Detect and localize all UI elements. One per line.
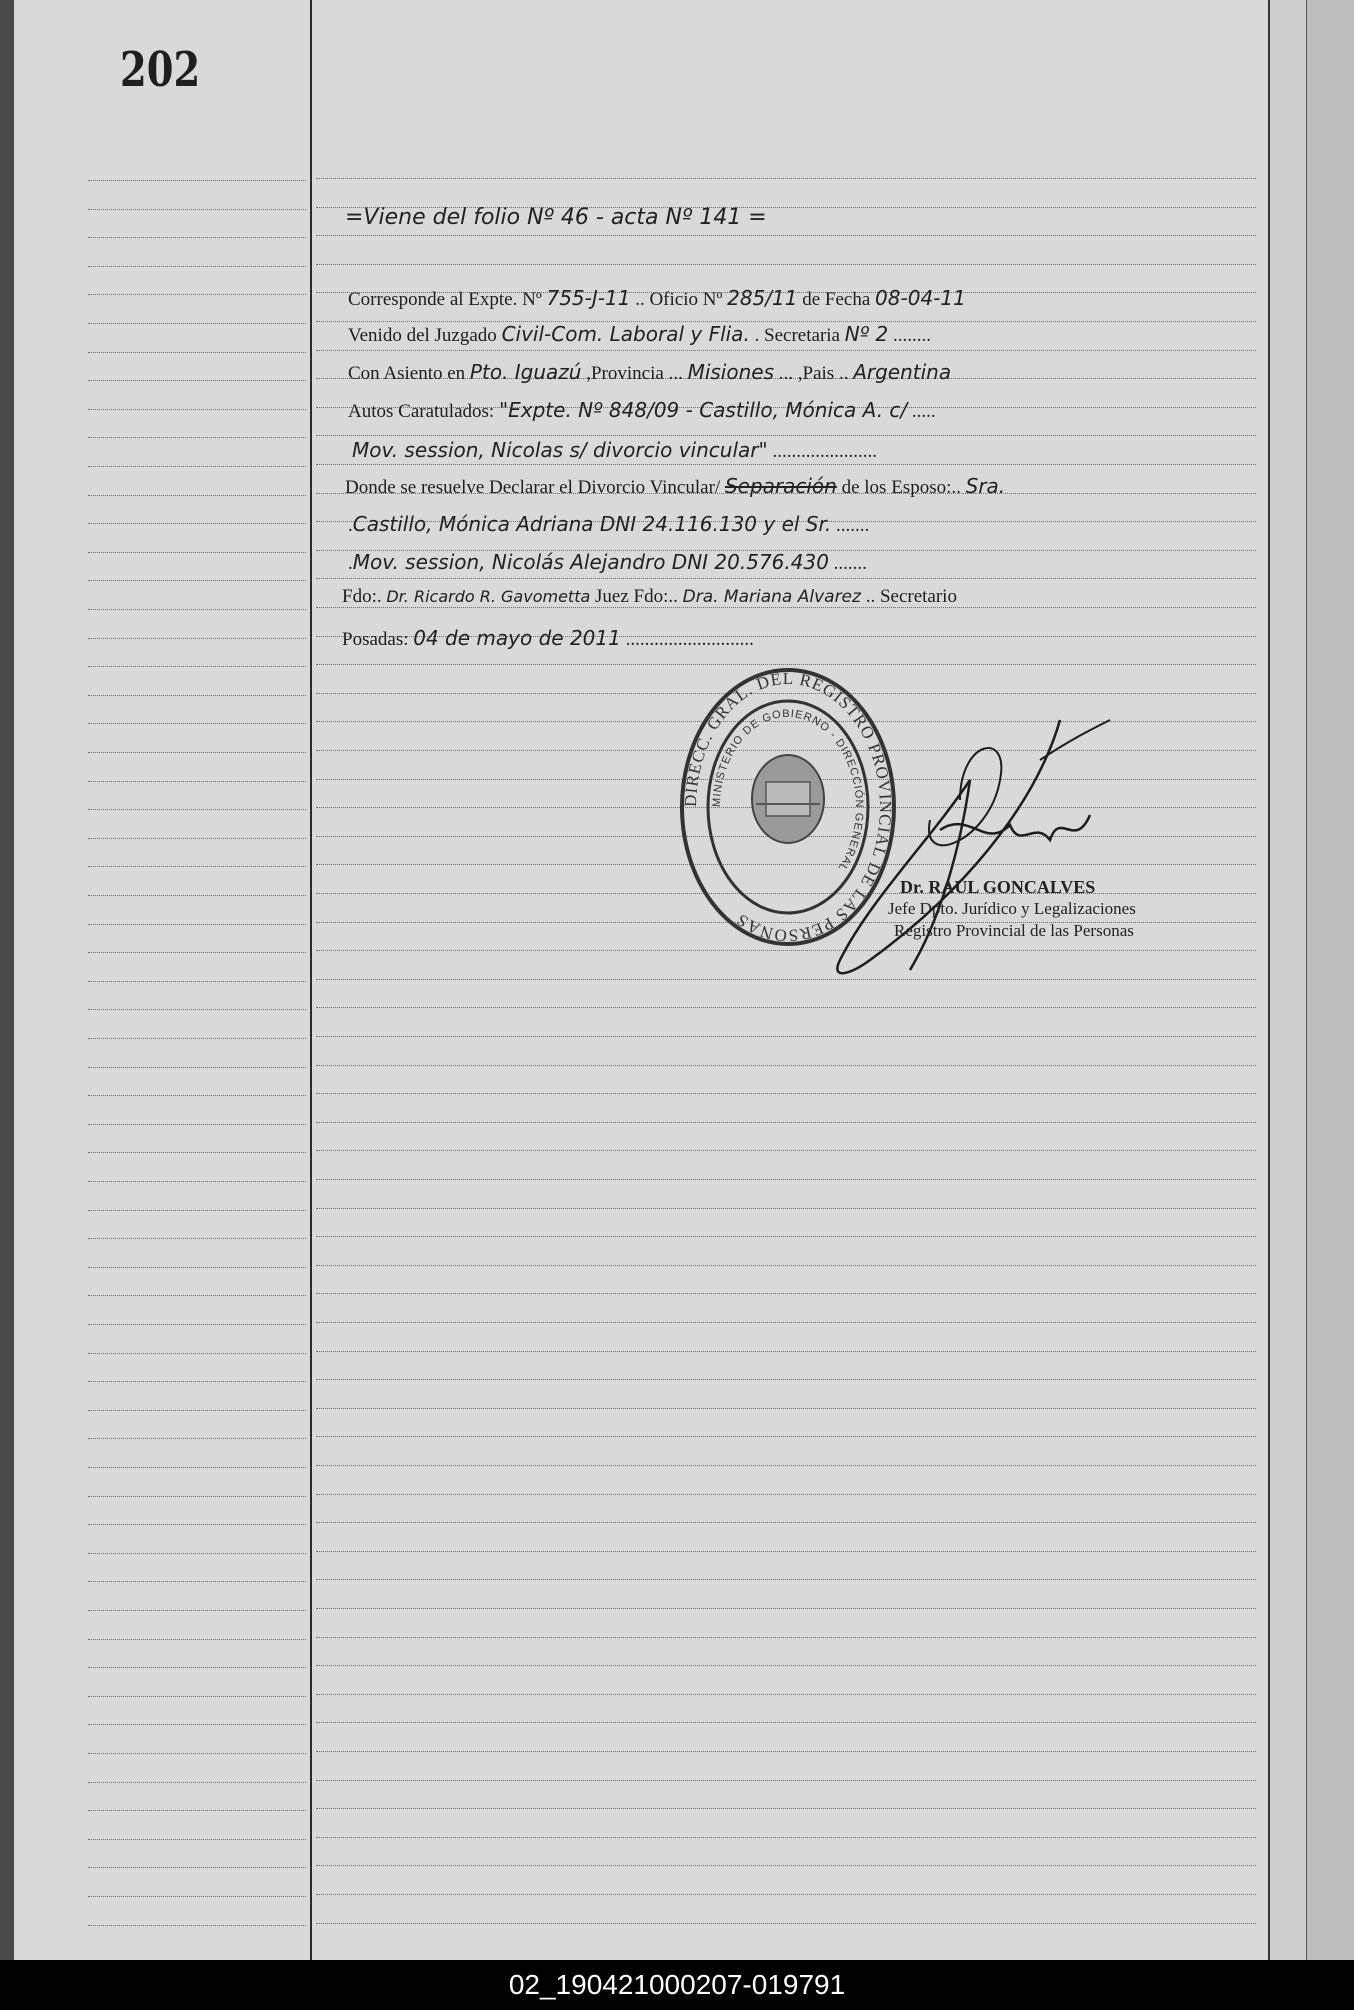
form-line-esposo: .Mov. session, Nicolás Alejandro DNI 20.576.430 ....... — [348, 550, 867, 574]
label-secretaria: Secretaria — [764, 325, 840, 346]
ruled-line-left — [88, 952, 306, 953]
ruled-line-right — [316, 235, 1256, 236]
ruled-line-left — [88, 1724, 306, 1725]
form-line-autos: Autos Caratulados: "Expte. Nº 848/09 - Castillo, Mónica A. c/ ..... — [348, 398, 936, 422]
ruled-line-left — [88, 1782, 306, 1783]
label-resolucion: Donde se resuelve Declarar el Divorcio Vincular/ — [345, 477, 721, 498]
label-oficio: Oficio Nº — [649, 289, 723, 310]
label-fdo-juez: Fdo: — [342, 586, 377, 607]
ruled-line-left — [88, 1467, 306, 1468]
value-lugar-fecha: 04 de mayo de 2011 — [413, 626, 621, 650]
ruled-line-right — [316, 1036, 1256, 1037]
ruled-line-left — [88, 695, 306, 696]
page-number: 202 — [120, 42, 201, 98]
value-asiento: Pto. Iguazú — [469, 360, 582, 384]
form-line-asiento: Con Asiento en Pto. Iguazú ,Provincia ... Misiones ... ,Pais .. Argentina — [348, 360, 952, 384]
ruled-line-left — [88, 180, 306, 181]
ruled-line-left — [88, 1238, 306, 1239]
ruled-line-left — [88, 1667, 306, 1668]
form-line-esposa: .Castillo, Mónica Adriana DNI 24.116.130 y el Sr. ....... — [348, 512, 870, 536]
ruled-line-right — [316, 1551, 1256, 1552]
form-line-firmas: Fdo:. Dr. Ricardo R. Gavometta Juez Fdo:.. Dra. Mariana Alvarez .. Secretario — [342, 586, 957, 607]
ruled-line-right — [316, 1293, 1256, 1294]
ruled-line-left — [88, 1925, 306, 1926]
scan-id-footer: 02_190421000207-019791 — [0, 1960, 1354, 2010]
handwritten-signature — [810, 700, 1140, 990]
ruled-line-left — [88, 1896, 306, 1897]
ruled-line-left — [88, 1639, 306, 1640]
ruled-line-left — [88, 1152, 306, 1153]
ruled-line-right — [316, 1093, 1256, 1094]
ruled-line-right — [316, 1522, 1256, 1523]
margin-line — [310, 0, 312, 1960]
form-line-juzgado: Venido del Juzgado Civil-Com. Laboral y Flia. . Secretaria Nº 2 ........ — [348, 322, 931, 346]
ruled-line-right — [316, 1150, 1256, 1151]
value-secretaria: Nº 2 — [844, 322, 889, 346]
ruled-line-left — [88, 1124, 306, 1125]
ruled-line-left — [88, 781, 306, 782]
ruled-line-right — [316, 1722, 1256, 1723]
ruled-line-left — [88, 352, 306, 353]
ruled-line-left — [88, 1295, 306, 1296]
ruled-line-left — [88, 981, 306, 982]
ruled-line-left — [88, 866, 306, 867]
value-oficio: 285/11 — [727, 286, 798, 310]
ruled-line-left — [88, 638, 306, 639]
ruled-line-left — [88, 1610, 306, 1611]
ruled-line-right — [316, 435, 1256, 436]
ruled-line-left — [88, 1524, 306, 1525]
ruled-line-right — [316, 1208, 1256, 1209]
ruled-line-left — [88, 495, 306, 496]
value-secretario: Dra. Mariana Alvarez — [682, 587, 861, 607]
ruled-line-right — [316, 1494, 1256, 1495]
ruled-line-left — [88, 838, 306, 839]
form-line-lugar-fecha: Posadas: 04 de mayo de 2011 ........................... — [342, 626, 754, 650]
value-esposa: Castillo, Mónica Adriana DNI 24.116.130 y el Sr. — [352, 512, 832, 536]
label-lugar: Posadas: — [342, 629, 409, 650]
ruled-line-right — [316, 1379, 1256, 1380]
value-pais: Argentina — [853, 360, 952, 384]
label-pais: ,Pais — [797, 363, 835, 384]
ruled-line-right — [316, 1608, 1256, 1609]
ruled-line-right — [316, 1665, 1256, 1666]
ruled-line-right — [316, 1179, 1256, 1180]
ruled-line-left — [88, 1095, 306, 1096]
ruled-line-left — [88, 523, 306, 524]
ruled-line-left — [88, 1324, 306, 1325]
signer-title: Jefe Dpto. Jurídico y Legalizaciones — [888, 899, 1136, 918]
ruled-line-right — [316, 1436, 1256, 1437]
ruled-line-left — [88, 1553, 306, 1554]
ruled-line-right — [316, 1351, 1256, 1352]
label-secretario: Secretario — [879, 586, 957, 607]
ruled-line-left — [88, 1581, 306, 1582]
ruled-line-right — [316, 264, 1256, 265]
ruled-line-right — [316, 1923, 1256, 1924]
ruled-line-right — [316, 1065, 1256, 1066]
label-juzgado: Venido del Juzgado — [348, 325, 497, 346]
ruled-line-right — [316, 1236, 1256, 1237]
ruled-line-left — [88, 266, 306, 267]
ruled-line-left — [88, 380, 306, 381]
value-provincia: Misiones — [687, 360, 774, 384]
ruled-line-left — [88, 609, 306, 610]
value-esposo: Mov. session, Nicolás Alejandro DNI 20.576.430 — [352, 550, 829, 574]
ruled-line-right — [316, 1865, 1256, 1866]
seal-outer-text: DIRECC. GRAL. DEL REGISTRO PROVINCIAL DE LAS PERSONAS — [680, 668, 896, 946]
ruled-line-left — [88, 552, 306, 553]
seal-inner-text: MINISTERIO DE GOBIERNO - DIRECCIÓN GENERAL — [710, 707, 866, 874]
ruled-line-right — [316, 1579, 1256, 1580]
ruled-line-left — [88, 1267, 306, 1268]
label-provincia: ,Provincia — [586, 363, 664, 384]
signer-block — [888, 876, 1136, 942]
page-edge-shadow — [1306, 0, 1354, 1960]
ruled-line-right — [316, 350, 1256, 351]
ruled-line-left — [88, 895, 306, 896]
value-expediente: 755-J-11 — [546, 286, 631, 310]
label-expediente: Corresponde al Expte. Nº — [348, 289, 542, 310]
ruled-line-left — [88, 580, 306, 581]
ruled-line-right — [316, 1465, 1256, 1466]
ruled-line-left — [88, 1009, 306, 1010]
ruled-line-right — [316, 1694, 1256, 1695]
ruled-line-left — [88, 809, 306, 810]
ruled-line-left — [88, 1210, 306, 1211]
ruled-line-right — [316, 464, 1256, 465]
label-esposo: de los Esposo: — [841, 477, 952, 498]
signer-name: Dr. RAUL GONCALVES — [900, 877, 1096, 897]
ruled-line-right — [316, 1265, 1256, 1266]
ruled-line-right — [316, 1122, 1256, 1123]
form-line-autos-cont: Mov. session, Nicolas s/ divorcio vincular" ...................... — [352, 438, 877, 462]
ruled-line-left — [88, 1867, 306, 1868]
ruled-line-left — [88, 1353, 306, 1354]
value-fecha: 08-04-11 — [875, 286, 966, 310]
ruled-line-right — [316, 1322, 1256, 1323]
ruled-line-left — [88, 1438, 306, 1439]
ruled-line-left — [88, 237, 306, 238]
ruled-line-left — [88, 723, 306, 724]
ruled-line-left — [88, 323, 306, 324]
ruled-line-right — [316, 1894, 1256, 1895]
ruled-line-right — [316, 578, 1256, 579]
ruled-line-left — [88, 1038, 306, 1039]
ruled-line-right — [316, 1408, 1256, 1409]
ruled-line-left — [88, 1810, 306, 1811]
value-juzgado: Civil-Com. Laboral y Flia. — [501, 322, 750, 346]
ruled-line-left — [88, 1410, 306, 1411]
ruled-line-left — [88, 666, 306, 667]
ruled-line-left — [88, 409, 306, 410]
label-fecha: de Fecha — [802, 289, 871, 310]
label-autos: Autos Caratulados: — [348, 401, 495, 422]
ruled-line-left — [88, 1753, 306, 1754]
ruled-line-left — [88, 924, 306, 925]
ruled-line-left — [88, 466, 306, 467]
book-edge — [0, 0, 14, 1960]
ruled-line-right — [316, 1808, 1256, 1809]
ruled-line-left — [88, 1181, 306, 1182]
form-line-resolucion: Donde se resuelve Declarar el Divorcio Vincular/ Separación de los Esposo:.. Sra. — [345, 474, 1006, 498]
ruled-line-left — [88, 1496, 306, 1497]
ruled-line-left — [88, 1696, 306, 1697]
value-autos: "Expte. Nº 848/09 - Castillo, Mónica A. c/ — [498, 398, 908, 422]
ruled-line-right — [316, 1751, 1256, 1752]
ruled-line-left — [88, 752, 306, 753]
ruled-line-left — [88, 1067, 306, 1068]
form-line-expediente: Corresponde al Expte. Nº 755-J-11 .. Oficio Nº 285/11 de Fecha 08-04-11 — [348, 286, 966, 310]
ruled-line-left — [88, 437, 306, 438]
struck-separacion: Separación — [724, 474, 837, 498]
ruled-line-left — [88, 209, 306, 210]
label-asiento: Con Asiento en — [348, 363, 466, 384]
ruled-line-right — [316, 1007, 1256, 1008]
value-autos-cont: Mov. session, Nicolas s/ divorcio vincular" — [352, 438, 768, 462]
ruled-line-left — [88, 1839, 306, 1840]
ruled-line-right — [316, 178, 1256, 179]
ruled-line-right — [316, 1637, 1256, 1638]
heading-line: =Viene del folio Nº 46 - acta Nº 141 = — [345, 205, 767, 230]
value-sra: Sra. — [965, 474, 1006, 498]
ruled-line-right — [316, 1780, 1256, 1781]
label-juez: Juez Fdo: — [595, 586, 669, 607]
ruled-line-left — [88, 294, 306, 295]
ruled-line-left — [88, 1381, 306, 1382]
ruled-line-right — [316, 1837, 1256, 1838]
value-juez: Dr. Ricardo R. Gavometta — [386, 587, 591, 606]
signer-office: Registro Provincial de las Personas — [894, 921, 1134, 940]
